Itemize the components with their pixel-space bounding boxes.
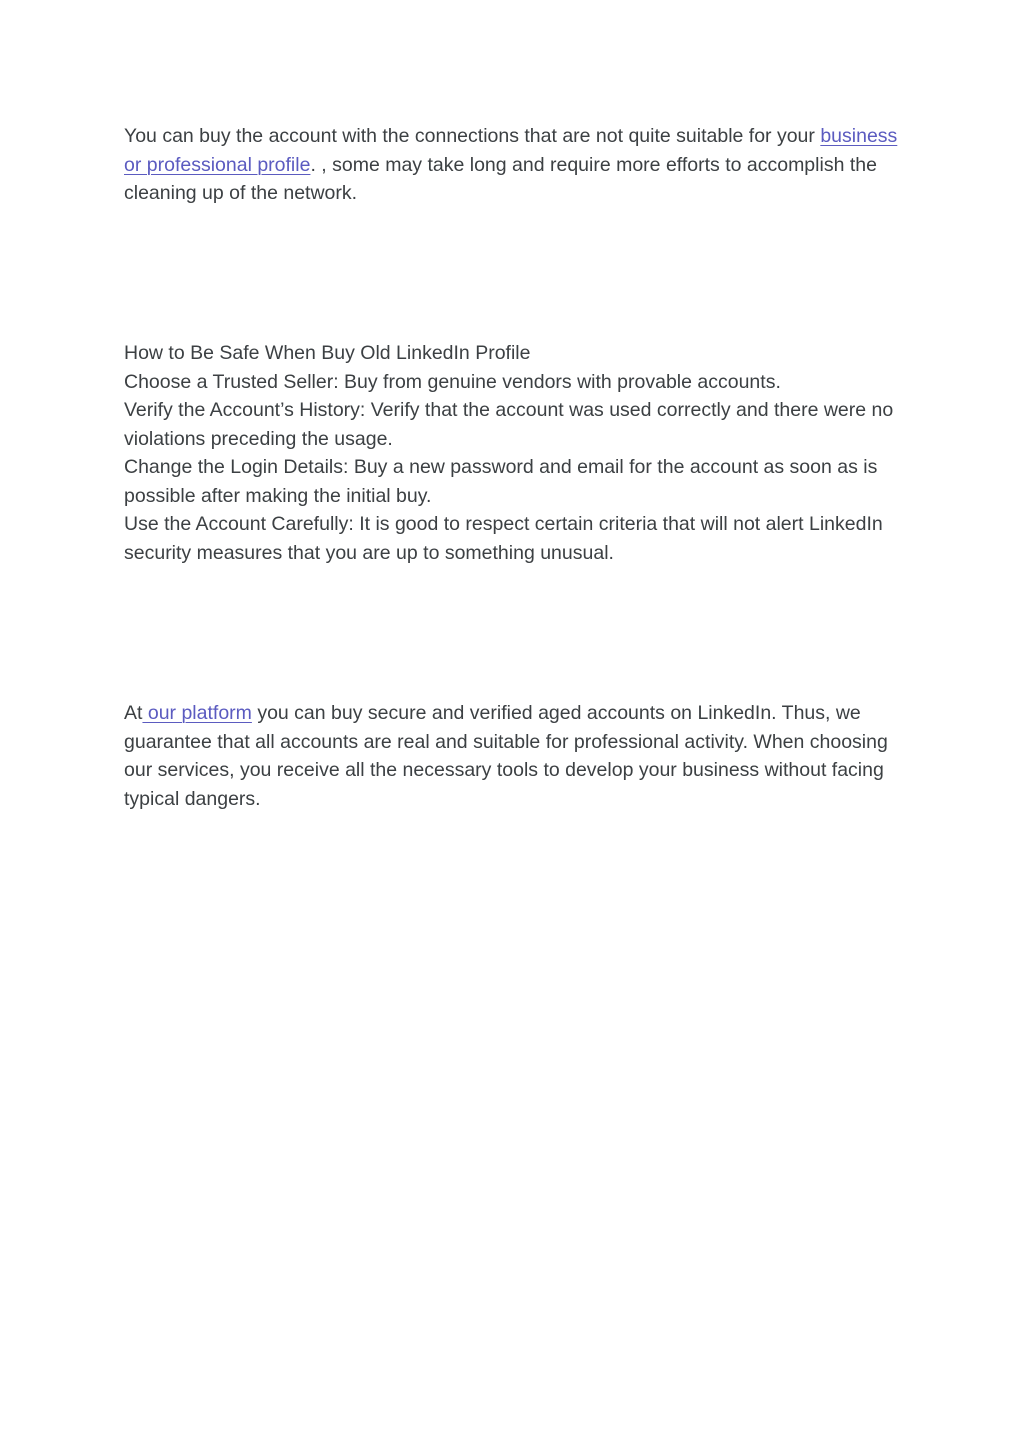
platform-paragraph [124,699,914,813]
safety-item-verify-history: Verify the Account’s History: Verify that the account was used correctly and there were no violations preceding the usage. [124,399,894,450]
safety-item-trusted-seller: Choose a Trusted Seller: Buy from genuine vendors with provable accounts. [124,370,781,393]
intro-text-before: You can buy the account with the connections that are not quite suitable for your [124,125,821,147]
intro-paragraph [124,122,914,208]
platform-paragraph-text [124,699,914,813]
safety-section [124,339,914,567]
our-platform-link[interactable]: our platform [142,702,252,724]
safety-heading: How to Be Safe When Buy Old LinkedIn Profile [124,342,531,364]
business-profile-link[interactable]: business or professional profile [124,125,898,176]
intro-text-after: . , some may take long and require more efforts to accomplish the cleaning up of the network. [124,153,877,204]
safety-item-change-login: Change the Login Details: Buy a new password and email for the account as soon as is possible after making the initial buy. [124,456,878,507]
platform-text-before: At [124,702,143,724]
safety-item-use-carefully: Use the Account Carefully: It is good to respect certain criteria that will not alert LinkedIn security measures that you are up to something unusual. [124,513,883,564]
platform-text-after: you can buy secure and verified aged accounts on LinkedIn. Thus, we guarantee that all accounts are real and suitable for professional activity. When choosing our services, you receive all the necessary tools to develop your business without facing typical dangers. [124,702,888,810]
intro-paragraph-text [124,122,914,208]
